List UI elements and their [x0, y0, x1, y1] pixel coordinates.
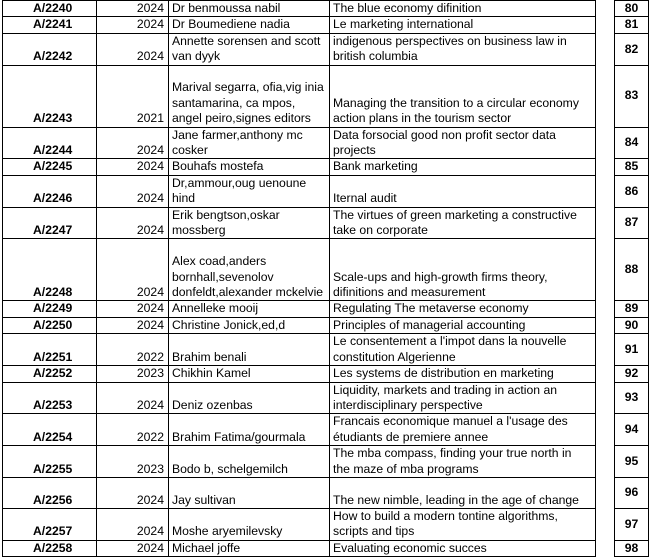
record-number: 85	[615, 159, 649, 175]
table-row	[3, 540, 649, 556]
author: Moshe aryemilevsky	[169, 508, 330, 540]
record-number: 98	[615, 540, 649, 556]
author: Bodo b, schelgemilch	[169, 446, 330, 478]
author: Deniz ozenbas	[169, 382, 330, 414]
title: Data forsocial good non profit sector data projects	[330, 127, 596, 159]
call-number: A/2243	[3, 65, 97, 127]
spacer-cell	[596, 366, 615, 382]
author: Christine Jonick,ed,d	[169, 317, 330, 333]
author: Jane farmer,anthony mc cosker	[169, 127, 330, 159]
year: 2024	[97, 317, 169, 333]
record-number: 80	[615, 1, 649, 17]
record-number: 88	[615, 239, 649, 301]
call-number: A/2240	[3, 1, 97, 17]
record-number: 92	[615, 366, 649, 382]
title: Bank marketing	[330, 159, 596, 175]
spacer-cell	[596, 65, 615, 127]
year: 2024	[97, 477, 169, 508]
call-number: A/2255	[3, 446, 97, 478]
spacer-cell	[596, 207, 615, 239]
call-number: A/2257	[3, 508, 97, 540]
table-row	[3, 334, 649, 366]
spacer-cell	[596, 301, 615, 317]
table-row	[3, 382, 649, 414]
table-row	[3, 175, 649, 207]
title: Evaluating economic succes	[330, 540, 596, 556]
record-number: 96	[615, 477, 649, 508]
spacer-cell	[596, 175, 615, 207]
call-number: A/2251	[3, 334, 97, 366]
record-number: 87	[615, 207, 649, 239]
record-number: 84	[615, 127, 649, 159]
title: Liquidity, markets and trading in action an interdisciplinary perspective	[330, 382, 596, 414]
call-number: A/2252	[3, 366, 97, 382]
year: 2024	[97, 159, 169, 175]
call-number: A/2241	[3, 17, 97, 33]
table-row	[3, 508, 649, 540]
spacer-cell	[596, 317, 615, 333]
title: Le marketing international	[330, 17, 596, 33]
record-number: 91	[615, 334, 649, 366]
spacer-cell	[596, 446, 615, 478]
title: Francais economique manuel a l'usage des étudiants de premiere annee	[330, 414, 596, 446]
author: Chikhin Kamel	[169, 366, 330, 382]
table-row	[3, 414, 649, 446]
year: 2024	[97, 1, 169, 17]
call-number: A/2254	[3, 414, 97, 446]
call-number: A/2250	[3, 317, 97, 333]
call-number: A/2247	[3, 207, 97, 239]
record-number: 89	[615, 301, 649, 317]
author: Brahim benali	[169, 334, 330, 366]
table-row	[3, 446, 649, 478]
spacer-cell	[596, 382, 615, 414]
year: 2023	[97, 366, 169, 382]
author: Dr,ammour,oug uenoune hind	[169, 175, 330, 207]
spacer-cell	[596, 508, 615, 540]
year: 2024	[97, 17, 169, 33]
year: 2024	[97, 540, 169, 556]
spacer-cell	[596, 33, 615, 65]
call-number: A/2256	[3, 477, 97, 508]
inventory-table	[2, 0, 649, 557]
spacer-cell	[596, 239, 615, 301]
title: indigenous perspectives on business law in british columbia	[330, 33, 596, 65]
year: 2024	[97, 127, 169, 159]
call-number: A/2242	[3, 33, 97, 65]
record-number: 83	[615, 65, 649, 127]
spacer-cell	[596, 17, 615, 33]
title: Managing the transition to a circular economy action plans in the tourism sector	[330, 65, 596, 127]
record-number: 90	[615, 317, 649, 333]
title: Regulating The metaverse economy	[330, 301, 596, 317]
title: Le consentement a l'impot dans la nouvelle constitution Algerienne	[330, 334, 596, 366]
author: Marival segarra, ofia,vig inia santamarina, ca mpos, angel peiro,signes editors	[169, 65, 330, 127]
title: Les systems de distribution en marketing	[330, 366, 596, 382]
author: Jay sultivan	[169, 477, 330, 508]
table-row	[3, 239, 649, 301]
title: How to build a modern tontine algorithms, scripts and tips	[330, 508, 596, 540]
author: Annette sorensen and scott van dyyk	[169, 33, 330, 65]
table-row	[3, 1, 649, 17]
year: 2022	[97, 414, 169, 446]
call-number: A/2253	[3, 382, 97, 414]
table-row	[3, 477, 649, 508]
title: The blue economy difinition	[330, 1, 596, 17]
year: 2023	[97, 446, 169, 478]
call-number: A/2244	[3, 127, 97, 159]
record-number: 95	[615, 446, 649, 478]
table-row	[3, 301, 649, 317]
year: 2021	[97, 65, 169, 127]
year: 2024	[97, 207, 169, 239]
author: Bouhafs mostefa	[169, 159, 330, 175]
spacer-cell	[596, 477, 615, 508]
table-row	[3, 65, 649, 127]
spacer-cell	[596, 540, 615, 556]
table-row	[3, 317, 649, 333]
record-number: 93	[615, 382, 649, 414]
title: Scale-ups and high-growth firms theory, difinitions and measurement	[330, 239, 596, 301]
year: 2024	[97, 33, 169, 65]
table-row	[3, 207, 649, 239]
table-row	[3, 33, 649, 65]
author: Brahim Fatima/gourmala	[169, 414, 330, 446]
author: Annelleke mooij	[169, 301, 330, 317]
author: Erik bengtson,oskar mossberg	[169, 207, 330, 239]
record-number: 81	[615, 17, 649, 33]
author: Dr Boumediene nadia	[169, 17, 330, 33]
record-number: 86	[615, 175, 649, 207]
year: 2022	[97, 334, 169, 366]
call-number: A/2246	[3, 175, 97, 207]
record-number: 94	[615, 414, 649, 446]
table-row	[3, 17, 649, 33]
call-number: A/2245	[3, 159, 97, 175]
year: 2024	[97, 175, 169, 207]
spacer-cell	[596, 414, 615, 446]
table-row	[3, 159, 649, 175]
author: Michael joffe	[169, 540, 330, 556]
call-number: A/2249	[3, 301, 97, 317]
author: Alex coad,anders bornhall,sevenolov donfeldt,alexander mckelvie	[169, 239, 330, 301]
spacer-cell	[596, 1, 615, 17]
spacer-cell	[596, 127, 615, 159]
year: 2024	[97, 382, 169, 414]
year: 2024	[97, 508, 169, 540]
table-row	[3, 366, 649, 382]
call-number: A/2258	[3, 540, 97, 556]
title: The mba compass, finding your true north in the maze of mba programs	[330, 446, 596, 478]
year: 2024	[97, 301, 169, 317]
title: Iternal audit	[330, 175, 596, 207]
call-number: A/2248	[3, 239, 97, 301]
title: Principles of managerial accounting	[330, 317, 596, 333]
spacer-cell	[596, 159, 615, 175]
record-number: 97	[615, 508, 649, 540]
author: Dr benmoussa nabil	[169, 1, 330, 17]
year: 2024	[97, 239, 169, 301]
record-number: 82	[615, 33, 649, 65]
title: The virtues of green marketing a constructive take on corporate	[330, 207, 596, 239]
spacer-cell	[596, 334, 615, 366]
table-row	[3, 127, 649, 159]
title: The new nimble, leading in the age of change	[330, 477, 596, 508]
